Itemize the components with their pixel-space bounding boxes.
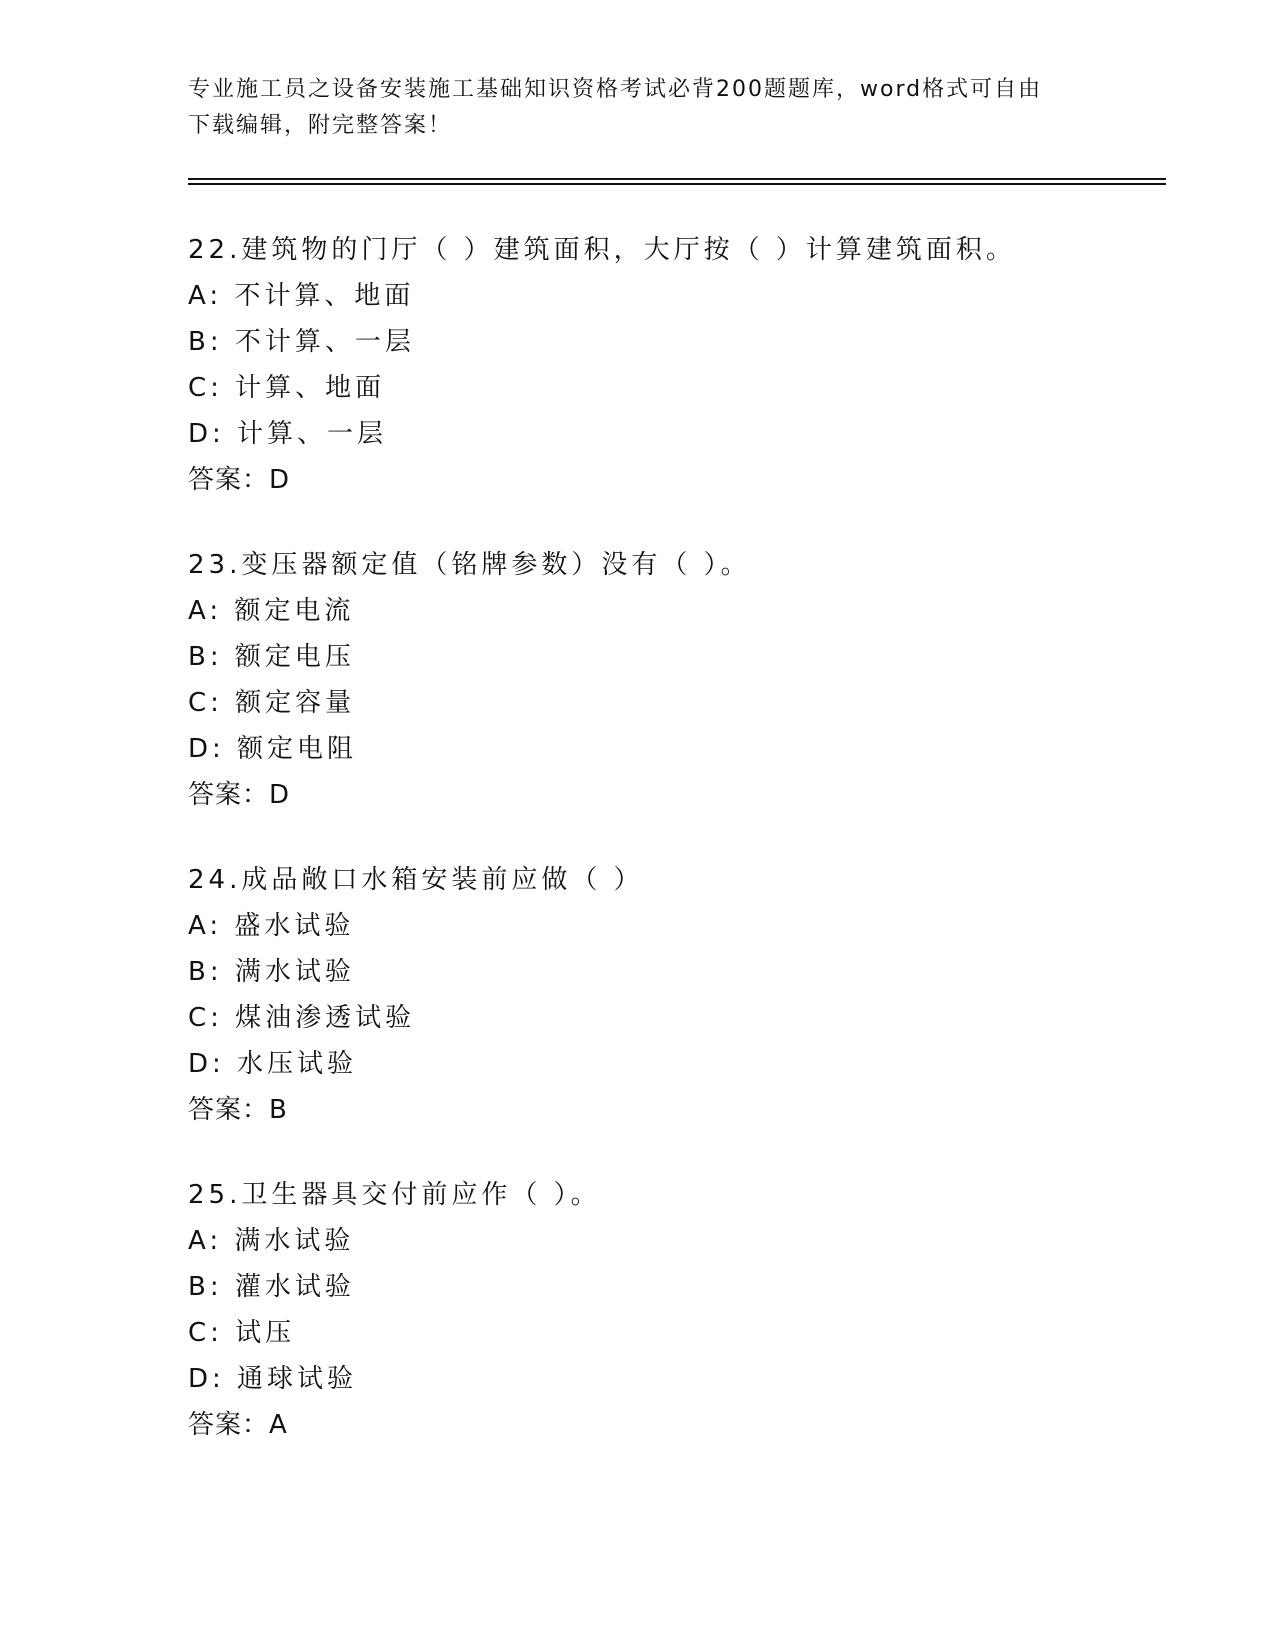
option-c: C: 额定容量 [188,688,356,718]
question-stem: 24.成品敞口水箱安装前应做（ ） [188,865,644,895]
question-stem: 23.变压器额定值（铭牌参数）没有（ ）。 [188,550,751,580]
answer: 答案：D [188,465,291,495]
answer: 答案：D [188,780,291,810]
option-b: B: 不计算、一层 [188,327,415,357]
option-c: C: 煤油渗透试验 [188,1003,416,1033]
question-25 [188,1172,1168,1448]
option-d: D: 通球试验 [188,1364,358,1394]
question-22 [188,227,1168,503]
option-a: A: 额定电流 [188,596,355,626]
option-d: D: 额定电阻 [188,734,358,764]
question-23 [188,542,1168,818]
question-stem: 25.卫生器具交付前应作（ ）。 [188,1180,601,1210]
option-b: B: 灌水试验 [188,1272,355,1302]
option-c: C: 计算、地面 [188,373,386,403]
option-d: D: 水压试验 [188,1049,358,1079]
option-c: C: 试压 [188,1318,296,1348]
question-24 [188,857,1168,1133]
header-divider-top [188,178,1166,180]
option-d: D: 计算、一层 [188,419,388,449]
document-header [188,72,1088,144]
option-b: B: 满水试验 [188,957,355,987]
header-line-2: 下载编辑，附完整答案！ [188,113,453,138]
option-a: A: 盛水试验 [188,911,355,941]
answer: 答案：A [188,1410,288,1440]
option-a: A: 满水试验 [188,1226,355,1256]
answer: 答案：B [188,1095,288,1125]
option-a: A: 不计算、地面 [188,281,415,311]
header-divider-bottom [188,183,1166,185]
header-line-1: 专业施工员之设备安装施工基础知识资格考试必背200题题库，word格式可自由 [188,77,1043,102]
option-b: B: 额定电压 [188,642,355,672]
question-stem: 22.建筑物的门厅（ ）建筑面积，大厅按（ ）计算建筑面积。 [188,235,1016,265]
